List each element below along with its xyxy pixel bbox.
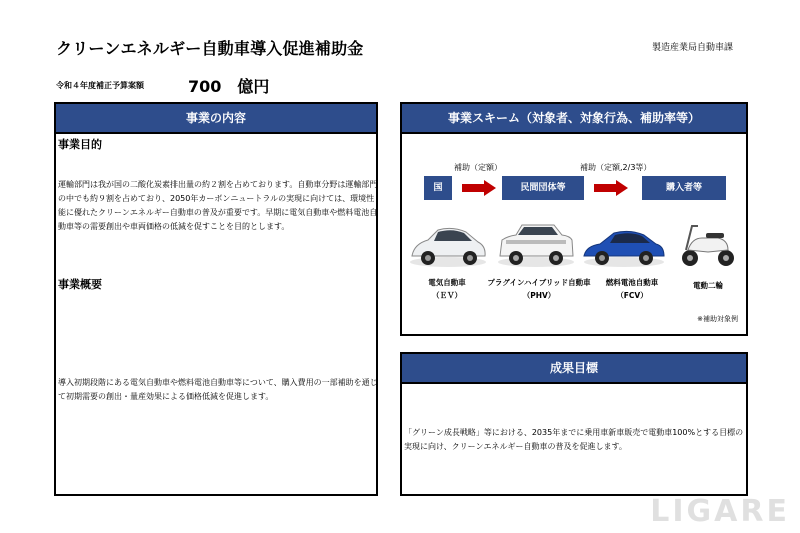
flow-box-private-org: 民間団体等 (502, 176, 584, 200)
vehicle-phv-name: プラグインハイブリッド自動車 (487, 278, 591, 287)
vehicle-fcv-name: 燃料電池自動車 (605, 278, 659, 287)
ligare-watermark: LIGARE (650, 494, 790, 529)
business-content-header: 事業の内容 (56, 104, 376, 134)
vehicle-ev-abbr: （ＥＶ） (432, 291, 462, 300)
budget-value (188, 74, 285, 97)
scheme-panel (400, 102, 748, 336)
flow-arrow-2-icon (594, 180, 628, 196)
ev-car-icon (408, 222, 488, 268)
vehicle-scooter-label (678, 279, 738, 292)
department-label: 製造産業局自動車課 (652, 43, 734, 53)
phv-car-icon (496, 220, 576, 268)
electric-scooter-icon (678, 220, 738, 268)
vehicle-fcv-abbr: （FCV） (616, 291, 648, 300)
flow-label-1: 補助（定額） (454, 163, 502, 172)
overview-text: 導入初期段階にある電気自動車や燃料電池自動車等について、購入費用の一部補助を通じて初期需要の創出・量産効果による価格低減を促進します。 (58, 378, 378, 401)
scheme-header: 事業スキーム（対象者、対象行為、補助率等） (402, 104, 746, 134)
vehicle-ev-label (412, 276, 482, 302)
overview-title: 事業概要 (58, 278, 102, 291)
budget-unit: 億円 (237, 77, 270, 96)
result-target-panel (400, 352, 748, 496)
vehicle-phv-abbr: （PHV） (522, 291, 556, 300)
subsidy-example-note: ※補助対象例 (697, 315, 738, 323)
purpose-title: 事業目的 (58, 138, 102, 151)
result-target-text: 「グリーン成長戦略」等における、2035年までに乗用車新車販売で電動車100%とする目標の実現に向け、クリーンエネルギー自動車の普及を促進します。 (404, 428, 744, 451)
result-target-header: 成果目標 (402, 354, 746, 384)
vehicle-fcv-label (592, 276, 672, 302)
vehicle-ev-name: 電気自動車 (428, 278, 466, 287)
flow-box-purchaser: 購入者等 (642, 176, 726, 200)
page-title: クリーンエネルギー自動車導入促進補助金 (56, 39, 364, 58)
flow-label-2: 補助（定額,2/3等） (580, 163, 652, 172)
flow-box-country: 国 (424, 176, 452, 200)
budget-amount: 700 (188, 77, 222, 96)
business-content-panel (54, 102, 378, 496)
flow-arrow-1-icon (462, 180, 496, 196)
fcv-car-icon (582, 224, 666, 268)
budget-label: 令和４年度補正予算案額 (56, 81, 144, 90)
vehicle-phv-label (484, 276, 594, 302)
vehicle-scooter-name: 電動二輪 (693, 281, 723, 290)
purpose-text: 運輸部門は我が国の二酸化炭素排出量の約２割を占めております。自動車分野は運輸部門の中でも約９割を占めており、2050年カーボンニュートラルの実現に向けては、環境性能に優れたクリーンエネルギー自動車の普及が重要です。早期に電気自動車や燃料電池自動車等の需要創出や車両価格の低減を促すことを目的とします。 (58, 180, 378, 231)
